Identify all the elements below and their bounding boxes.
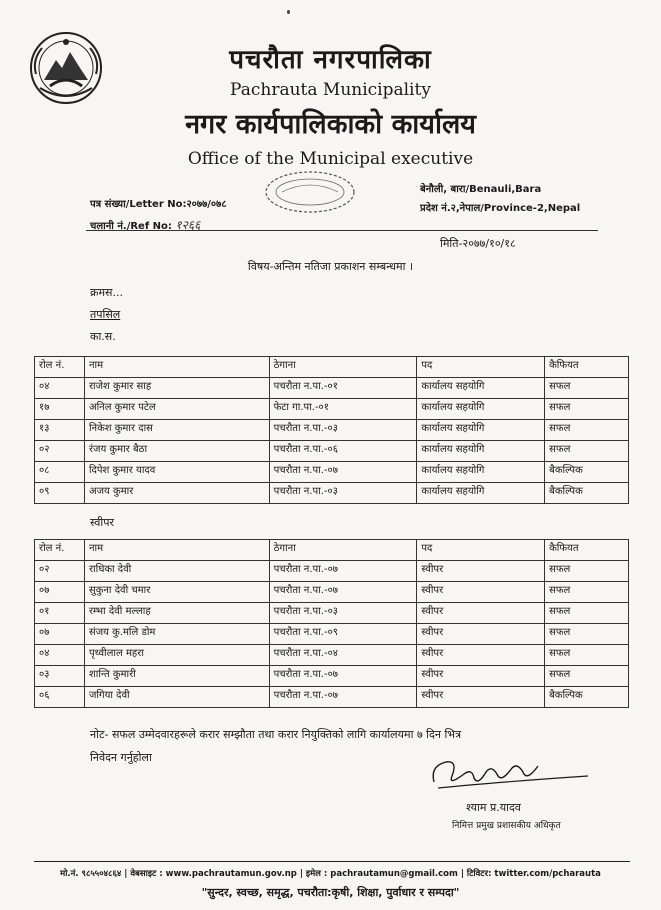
note-line-2: निवेदन गर्नुहोला [90, 751, 152, 764]
cell-roll: ०२ [35, 561, 85, 582]
table-row [35, 483, 629, 504]
header-remarks: कैफियत [545, 540, 629, 561]
cell-address: पचरौता न.पा.-०७ [269, 582, 417, 603]
cell-post: कार्यालय सहयोगि [417, 420, 545, 441]
cell-name: सुकुना देवी चमार [84, 582, 269, 603]
table-row [35, 399, 629, 420]
office-assistant-results-table [34, 356, 629, 504]
cell-remarks: सफल [545, 399, 629, 420]
cell-name: दिपेश कुमार यादव [84, 462, 269, 483]
cell-remarks: सफल [545, 420, 629, 441]
table-row [35, 687, 629, 708]
letter-subject: विषय-अन्तिम नतिजा प्रकाशन सम्बन्धमा । [247, 260, 414, 273]
header-post: पद [417, 357, 545, 378]
cell-roll: ०८ [35, 462, 85, 483]
cell-remarks: बैकल्पिक [545, 483, 629, 504]
table-row [35, 441, 629, 462]
table-row [35, 624, 629, 645]
cell-name: राधिका देवी [84, 561, 269, 582]
cell-address: पचरौता न.पा.-०४ [269, 645, 417, 666]
cell-remarks: सफल [545, 603, 629, 624]
kasa-heading: का.स. [90, 330, 116, 343]
cell-post: स्वीपर [417, 666, 545, 687]
sweeper-section-title: स्वीपर [90, 516, 114, 529]
header-name: नाम [84, 357, 269, 378]
table-row [35, 420, 629, 441]
cell-post: स्वीपर [417, 687, 545, 708]
handwritten-signature [428, 752, 598, 798]
header-name: नाम [84, 540, 269, 561]
cell-roll: ०२ [35, 441, 85, 462]
footer-motto: "सुन्दर, स्वच्छ, समृद्ध, पचरौता:कृषी, शिक्षा, पुर्वाधार र सम्पदा" [201, 886, 460, 899]
note-line-1: नोट- सफल उम्मेदवारहरूले करार सम्झौता तथा करार नियुक्तिको लागि कार्यालयमा ७ दिन भित्र [90, 728, 462, 741]
kramas-text: क्रमस... [90, 286, 123, 299]
cell-post: स्वीपर [417, 624, 545, 645]
table-row [35, 603, 629, 624]
header-divider [86, 230, 598, 231]
cell-name: अजय कुमार [84, 483, 269, 504]
cell-post: स्वीपर [417, 603, 545, 624]
cell-name: जगिया देवी [84, 687, 269, 708]
table-row [35, 582, 629, 603]
address-line-1: बेनौली, बारा/Benauli,Bara [420, 184, 542, 195]
sweeper-results-table [34, 539, 629, 708]
cell-post: कार्यालय सहयोगि [417, 483, 545, 504]
cell-address: पचरौता न.पा.-०३ [269, 603, 417, 624]
cell-name: शान्ति कुमारी [84, 666, 269, 687]
cell-roll: ०७ [35, 624, 85, 645]
cell-address: पचरौता न.पा.-०१ [269, 378, 417, 399]
letter-number: पत्र संख्या/Letter No:२०७७/०७८ [90, 199, 227, 210]
cell-name: अनिल कुमार पटेल [84, 399, 269, 420]
cell-address: पचरौता न.पा.-०३ [269, 483, 417, 504]
signatory-name: श्याम प्र.यादव [466, 801, 521, 814]
letter-date: मिति-२०७७/१०/१८ [440, 237, 516, 250]
cell-post: कार्यालय सहयोगि [417, 378, 545, 399]
cell-post: कार्यालय सहयोगि [417, 441, 545, 462]
reference-label: चलानी नं./Ref No: [90, 221, 172, 232]
cell-remarks: सफल [545, 378, 629, 399]
cell-address: पचरौता न.पा.-०९ [269, 624, 417, 645]
cell-name: रंजय कुमार बैठा [84, 441, 269, 462]
cell-remarks: बैकल्पिक [545, 462, 629, 483]
cell-roll: १७ [35, 399, 85, 420]
cell-remarks: सफल [545, 441, 629, 462]
cell-post: कार्यालय सहयोगि [417, 399, 545, 420]
scan-speck [287, 10, 290, 14]
table-row [35, 561, 629, 582]
cell-address: पचरौता न.पा.-०७ [269, 666, 417, 687]
office-name-en: Office of the Municipal executive [187, 149, 474, 169]
table-header-row [35, 540, 629, 561]
header-roll: रोल नं. [35, 540, 85, 561]
table-header-row [35, 357, 629, 378]
cell-address: पचरौता न.पा.-०३ [269, 420, 417, 441]
office-name-np: नगर कार्यपालिकाको कार्यालय [185, 109, 476, 140]
cell-remarks: सफल [545, 624, 629, 645]
cell-post: कार्यालय सहयोगि [417, 462, 545, 483]
cell-address: पचरौता न.पा.-०७ [269, 687, 417, 708]
cell-name: निकेश कुमार दास [84, 420, 269, 441]
tapsil-heading: तपसिल [90, 308, 121, 321]
cell-address: फेटा गा.पा.-०१ [269, 399, 417, 420]
header-address: ठेगाना [269, 540, 417, 561]
municipality-name-en: Pachrauta Municipality [230, 80, 431, 100]
address-line-2: प्रदेश नं.२,नेपाल/Province-2,Nepal [420, 203, 581, 214]
reference-value: १२६६ [175, 218, 201, 232]
cell-roll: १३ [35, 420, 85, 441]
cell-roll: ०६ [35, 687, 85, 708]
table-row [35, 462, 629, 483]
cell-post: स्वीपर [417, 645, 545, 666]
signatory-title: निमित्त प्रमुख प्रशासकीय अधिकृत [452, 821, 561, 831]
table-row [35, 645, 629, 666]
cell-post: स्वीपर [417, 561, 545, 582]
cell-roll: ०४ [35, 378, 85, 399]
cell-remarks: सफल [545, 561, 629, 582]
cell-name: संजय कु.मलि डोम [84, 624, 269, 645]
cell-roll: ०४ [35, 645, 85, 666]
cell-address: पचरौता न.पा.-०६ [269, 441, 417, 462]
footer-contact: मो.नं. ९८५५०४८६४ | वेबसाइट : www.pachrautamun.gov.np | इमेल : pachrautamun@gmail.com | टिविटर: twitter.com/pcharauta [60, 869, 601, 879]
cell-roll: ०१ [35, 603, 85, 624]
cell-remarks: सफल [545, 666, 629, 687]
cell-roll: ०३ [35, 666, 85, 687]
cell-remarks: बैकल्पिक [545, 687, 629, 708]
cell-roll: ०७ [35, 582, 85, 603]
cell-post: स्वीपर [417, 582, 545, 603]
cell-remarks: सफल [545, 645, 629, 666]
header-roll: रोल नं. [35, 357, 85, 378]
header-address: ठेगाना [269, 357, 417, 378]
cell-roll: ०९ [35, 483, 85, 504]
footer-divider [34, 861, 630, 862]
table-row [35, 378, 629, 399]
cell-address: पचरौता न.पा.-०७ [269, 561, 417, 582]
header-post: पद [417, 540, 545, 561]
office-stamp [262, 168, 358, 216]
municipality-name-np: पचरौता नगरपालिका [229, 45, 432, 75]
table-row [35, 666, 629, 687]
cell-remarks: सफल [545, 582, 629, 603]
cell-name: रम्भा देवी मल्लाह [84, 603, 269, 624]
cell-name: राजेश कुमार साह [84, 378, 269, 399]
cell-address: पचरौता न.पा.-०७ [269, 462, 417, 483]
header-remarks: कैफियत [545, 357, 629, 378]
cell-name: पृथ्वीलाल महरा [84, 645, 269, 666]
